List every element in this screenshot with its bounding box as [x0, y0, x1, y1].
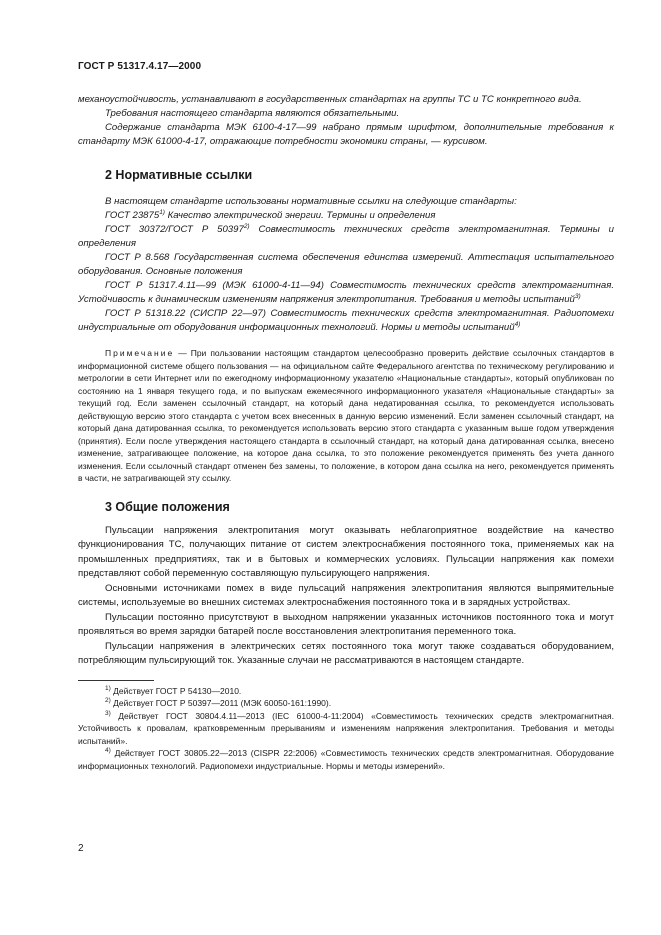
section-3-heading: 3 Общие положения	[105, 499, 230, 514]
reference-item: ГОСТ 30372/ГОСТ Р 50397$^{2)}$ Совместимость технических средств электромагнитная. Термины и определения	[78, 222, 614, 249]
note-paragraph	[78, 347, 614, 485]
section-3-paragraph: Пульсации напряжения в электрических сетях постоянного тока могут также создаваться оборудованием, потребляющим пульсирующий ток. Указанные случаи не рассматриваются в настоящем стандарте.	[78, 640, 614, 666]
reference-item: ГОСТ Р 8.568 Государственная система обеспечения единства измерений. Аттестация испытательного оборудования. Основные положения	[78, 252, 614, 277]
section-3-paragraph: Основными источниками помех в виде пульсаций напряжения электропитания являются выпрямительные системы, используемые во внешних системах электроснабжения постоянного тока и в зарядных устройствах.	[78, 582, 614, 608]
footnote: $^{3)}$ Действует ГОСТ 30804.4.11—2013 (IEC 61000-4-11:2004) «Совместимость технических средств электромагнитная. Устойчивость к провалам, кратковременным прерываниям и изменениям напряжения электропитания. Требования и методы испытаний».	[78, 709, 614, 746]
section-2-heading: 2 Нормативные ссылки	[105, 168, 253, 182]
intro-paragraph-2: Требования настоящего стандарта являются обязательными.	[105, 108, 400, 119]
note-label: Примечание	[105, 348, 175, 358]
footnote: $^{1)}$ Действует ГОСТ Р 54130—2010.	[105, 684, 242, 696]
footnote: $^{2)}$ Действует ГОСТ Р 50397—2011 (МЭК 60050-161:1990).	[105, 697, 332, 708]
reference-item: ГОСТ Р 51317.4.11—99 (МЭК 61000-4-11—94) Совместимость технических средств электромагнитная. Устойчивость к динамическим изменениям напряжения электропитания. Требования и методы испытаний$^{3)}$	[78, 280, 614, 305]
footnote-divider	[78, 680, 154, 681]
reference-item: ГОСТ 23875$^{1)}$ Качество электрической энергии. Термины и определения	[105, 208, 436, 221]
document-header: ГОСТ Р 51317.4.17—2000	[78, 61, 202, 72]
footnote: $^{4)}$ Действует ГОСТ 30805.22—2013 (CISPR 22:2006) «Совместимость технических средств электромагнитная. Оборудование информационных технологий. Радиопомехи индустриальные. Нормы и методы измерений».	[78, 747, 614, 771]
page-number: 2	[78, 843, 84, 854]
section-3-paragraph: Пульсации напряжения электропитания могут оказывать неблагоприятное воздействие на качество функционирования ТС, получающих питание от систем электроснабжения постоянного тока, применяемых как на промышленных предприятиях, так и в бытовых и коммерческих условиях. Пульсации напряжения как помехи представляют собой переменную составляющую пульсирующего напряжения.	[78, 524, 614, 579]
document-body	[78, 93, 614, 772]
intro-paragraph-3: Содержание стандарта МЭК 6100-4-17—99 набрано прямым шрифтом, дополнительные требования к стандарту МЭК 61000-4-17, отражающие потребности экономики страны, — курсивом.	[78, 122, 614, 147]
reference-item: ГОСТ Р 51318.22 (СИСПР 22—97) Совместимость технических средств электромагнитная. Радиопомехи индустриальные от оборудования информационных технологий. Нормы и методы испытаний$^{4)}$	[78, 308, 614, 333]
note-text: — При пользовании настоящим стандартом целесообразно проверить действие ссылочных стандартов в информационной системе общего пользования — на официальном сайте Федерального агентства по техническому регулированию и метрологии в сети Интернет или по ежегодному информационному указателю «Национальные стандарты», который опубликован по состоянию на 1 января текущего года, и по выпускам ежемесячного информационного указателя «Национальные стандарты» за текущий год. Если заменен ссылочный стандарт, на который дана недатированная ссылка, то рекомендуется использовать действующую версию этого стандарта с учетом всех внесенных в данную версию изменений. Если заменен ссылочный стандарт, на который дана датированная ссылка, то рекомендуется использовать версию этого стандарта с указанным выше годом утверждения (принятия). Если после утверждения настоящего стандарта в ссылочный стандарт, на который дана датированная ссылка, внесено изменение, затрагивающее положение, на которое дана ссылка, то это положение рекомендуется применять без учета данного изменения. Если ссылочный стандарт отменен без замены, то положение, в котором дана ссылка на него, рекомендуется применять в части, не затрагивающей эту ссылку.	[78, 348, 614, 483]
section-3-paragraph: Пульсации постоянно присутствуют в выходном напряжении указанных источников постоянного тока и могут проявляться во время зарядки батарей после восстановления электропитания переменного тока.	[78, 611, 614, 637]
intro-paragraph-1: механоустойчивость, устанавливают в государственных стандартах на группы ТС и ТС конкретного вида.	[78, 94, 582, 105]
section-2-intro: В настоящем стандарте использованы нормативные ссылки на следующие стандарты:	[105, 196, 517, 207]
